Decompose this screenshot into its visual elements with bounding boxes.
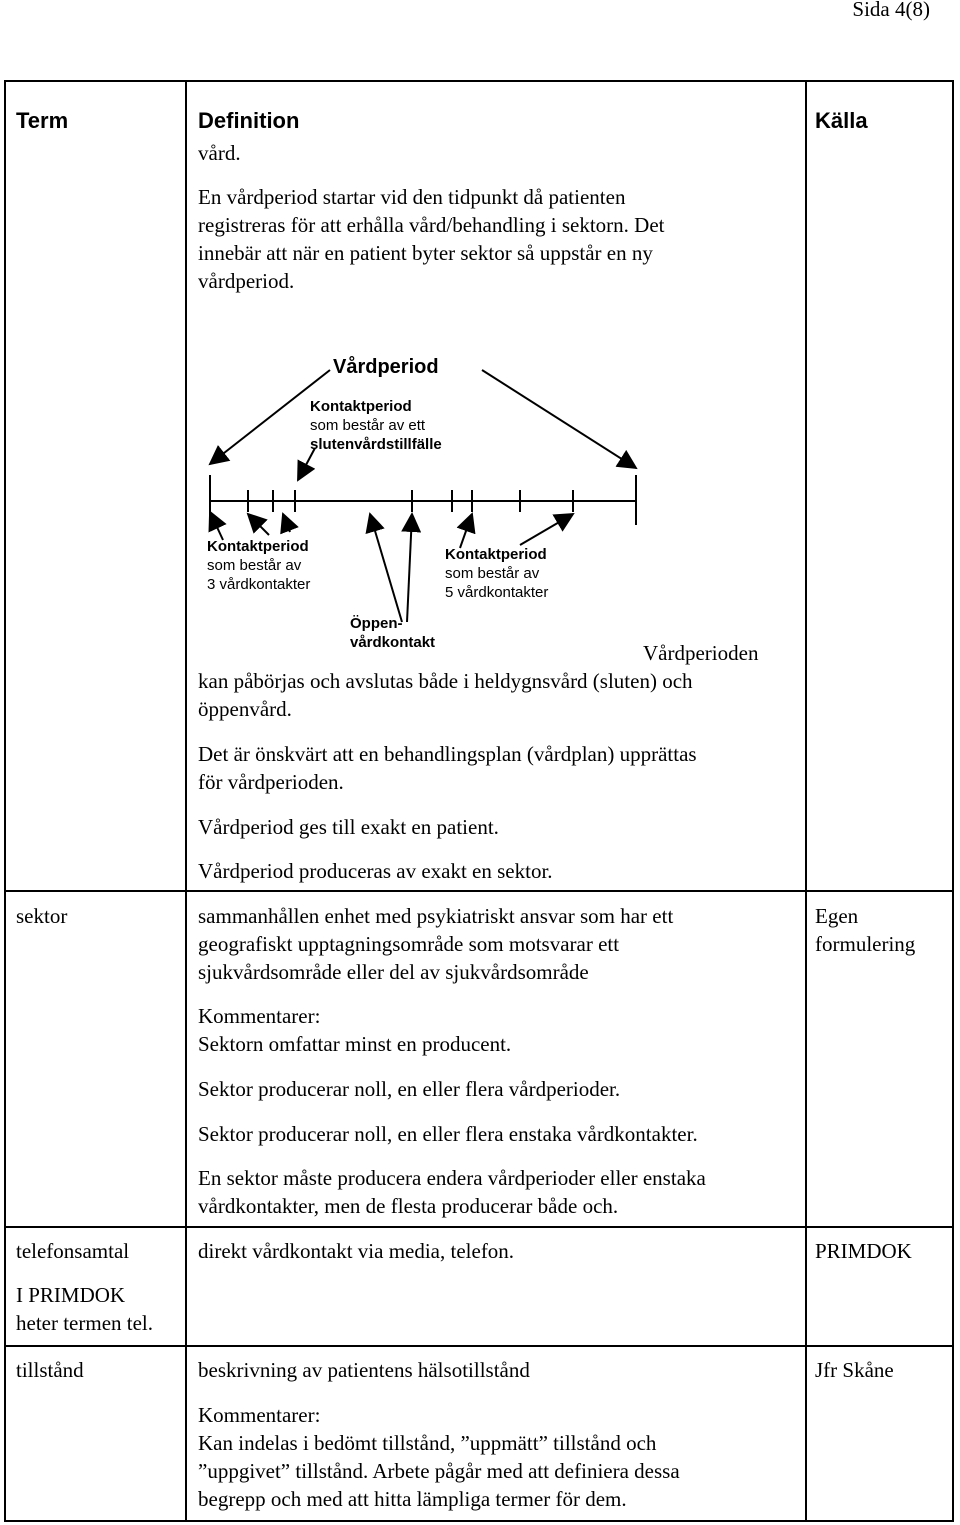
definition-paragraph: En vårdperiod startar vid den tidpunkt då patienten registreras för att erhålla vård/behandling i sektorn. Det innebär att när en patient byter sektor så uppstår en ny vårdperiod. xyxy=(198,185,665,293)
column-divider-source xyxy=(805,80,807,1522)
page-number: Sida 4(8) xyxy=(852,0,930,21)
sektor-vardkontakter-text: Sektor producerar noll, en eller flera enstaka vårdkontakter. xyxy=(198,1122,698,1146)
vardperioden-word: Vårdperioden xyxy=(643,641,759,665)
behandlingsplan-text: Det är önskvärt att en behandlingsplan (vårdplan) upprättas för vårdperioden. xyxy=(198,742,697,794)
term-telefonsamtal: telefonsamtal xyxy=(16,1239,130,1263)
row-divider-telefonsamtal xyxy=(4,1226,954,1228)
sektor-production-text: En sektor måste producera endera vårdperioder eller enstaka vårdkontakter, men de flesta producerar både och. xyxy=(198,1166,706,1218)
header-definition: Definition xyxy=(198,108,300,133)
continued-text: vård. xyxy=(198,141,241,165)
term-tillstand: tillstånd xyxy=(16,1358,84,1382)
arrow-period-end xyxy=(482,370,636,468)
sektor-vardperioder-text: Sektor producerar noll, en eller flera vårdperioder. xyxy=(198,1077,621,1101)
diagram-label-3-vardkontakter: Kontaktperiod som består av 3 vårdkontakter xyxy=(207,538,311,593)
source-sektor: Egen formulering xyxy=(815,904,916,956)
source-telefonsamtal: PRIMDOK xyxy=(815,1239,912,1263)
term-note-telefonsamtal: I PRIMDOK heter termen tel. xyxy=(16,1283,154,1335)
header-source: Källa xyxy=(815,108,868,133)
diagram-title: Vårdperiod xyxy=(333,356,439,378)
row-divider-tillstand xyxy=(4,1345,954,1347)
diagram-label-oppenvardkontakt: Öppen- vårdkontakt xyxy=(350,615,436,651)
diagram-label-5-vardkontakter: Kontaktperiod som består av 5 vårdkontakter xyxy=(445,546,549,601)
column-divider-term xyxy=(185,80,187,1522)
diagram-label-slutenvard: Kontaktperiod som består av ett slutenvårdstillfälle xyxy=(310,398,442,453)
source-tillstand: Jfr Skåne xyxy=(815,1358,894,1382)
definition-sektor: sammanhållen enhet med psykiatriskt ansvar som har ett geografiskt upptagningsområde som motsvarar ett sjukvårdsområde eller del av sjukvårdsområde xyxy=(198,904,674,984)
vardperiod-diagram xyxy=(190,340,650,660)
definition-tillstand: beskrivning av patientens hälsotillstånd xyxy=(198,1358,530,1382)
term-sektor: sektor xyxy=(16,904,68,928)
definition-telefonsamtal: direkt vårdkontakt via media, telefon. xyxy=(198,1239,515,1263)
header-term: Term xyxy=(16,108,69,133)
vardperiod-scope-text: kan påbörjas och avslutas både i heldygnsvård (sluten) och öppenvård. xyxy=(198,669,693,721)
sector-rule-text: Vårdperiod produceras av exakt en sektor. xyxy=(198,859,553,883)
patient-rule-text: Vårdperiod ges till exakt en patient. xyxy=(198,815,499,839)
comment-tillstand: Kommentarer: Kan indelas i bedömt tillstånd, ”uppmätt” tillstånd och ”uppgivet” tillstånd. Arbete pågår med att definiera dessa begrepp och med att hitta lämpliga termer för dem. xyxy=(198,1403,680,1511)
comment-sektor: Kommentarer: Sektorn omfattar minst en producent. xyxy=(198,1004,512,1056)
row-divider-sektor xyxy=(4,890,954,892)
